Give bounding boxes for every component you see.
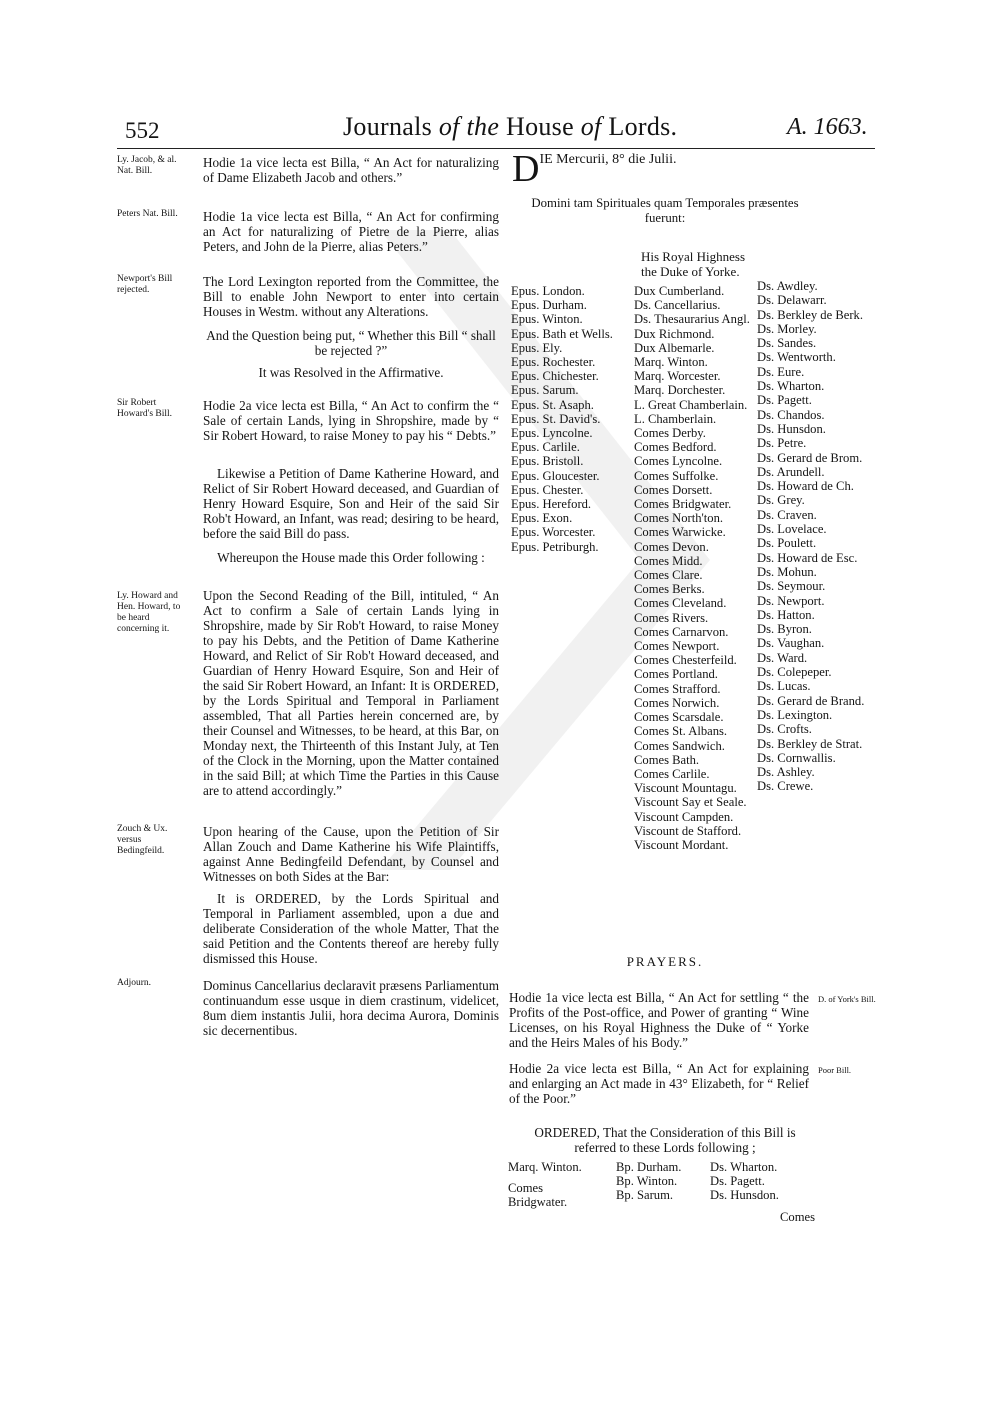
noble-entry: Comes Newport. [634, 639, 720, 654]
baron-entry: Ds. Berkley de Strat. [757, 736, 863, 751]
noble-entry: Viscount Campden. [634, 809, 734, 824]
noble-entry: Comes Rivers. [634, 610, 709, 625]
bishop-entry: Epus. Petriburgh. [511, 539, 599, 554]
bishop-entry: Epus. Ely. [511, 340, 563, 355]
baron-entry: Ds. Hatton. [757, 607, 815, 622]
baron-entry: Ds. Awdley. [757, 279, 818, 293]
entry-paragraph: And the Question being put, “ Whether this Bill “ shall be rejected ?” [206, 328, 496, 358]
bishop-entry: Epus. Bath et Wells. [511, 326, 613, 341]
header-rule [117, 148, 875, 149]
noble-entry: Marq. Winton. [634, 355, 708, 370]
baron-entry: Ds. Lucas. [757, 679, 811, 694]
margin-note: Adjourn. [117, 978, 152, 988]
baron-entry: Ds. Ward. [757, 650, 808, 665]
noble-entry: Dux Richmond. [634, 326, 715, 341]
noble-entry: Marq. Worcester. [634, 369, 721, 384]
baron-entry: Ds. Hunsdon. [757, 421, 826, 436]
noble-entry: Comes Lyncolne. [634, 454, 723, 469]
baron-entry: Ds. Delawarr. [757, 293, 827, 308]
baron-entry: Ds. Arundell. [757, 464, 825, 479]
noble-entry: Viscount Mountagu. [634, 781, 737, 796]
barons-list [757, 279, 864, 794]
bishop-entry: Epus. Carlile. [511, 440, 580, 455]
baron-entry: Ds. Poulett. [757, 536, 817, 551]
baron-entry: Ds. Wentworth. [757, 350, 836, 365]
noble-entry: Comes Berks. [634, 582, 705, 597]
baron-entry: Ds. Pagett. [757, 393, 812, 408]
baron-entry: Ds. Chandos. [757, 407, 825, 422]
baron-entry: Ds. Lexington. [757, 707, 833, 722]
margin-note: Zouch & Ux. versus Bedingfeild. [117, 824, 168, 856]
baron-entry: Ds. Ashley. [757, 765, 815, 780]
baron-entry: Ds. Morley. [757, 321, 817, 336]
margin-note: Sir Robert Howard's Bill. [117, 398, 173, 419]
noble-entry: Comes Warwicke. [634, 525, 726, 540]
entry-paragraph: The Lord Lexington reported from the Committee, the Bill to enable John Newport to enter into certain Houses in Westm. without any Alterations. [203, 274, 499, 319]
bishop-entry: Epus. Exon. [511, 511, 573, 526]
bishop-entry: Epus. Durham. [511, 298, 587, 313]
baron-entry: Ds. Colepeper. [757, 665, 832, 680]
noble-entry: Comes St. Albans. [634, 724, 728, 739]
committee-member: Ds. Wharton. [710, 1160, 778, 1174]
date-text: IE Mercurii, 8° die Julii. [539, 152, 677, 167]
baron-entry: Ds. Gerard de Brom. [757, 450, 863, 465]
bishop-entry: Epus. Bristoll. [511, 454, 584, 469]
noble-entry: Marq. Dorchester. [634, 383, 726, 398]
noble-entry: Comes Bath. [634, 752, 700, 767]
bishop-entry: Epus. Rochester. [511, 355, 596, 370]
bishop-entry: Epus. Chester. [511, 482, 584, 497]
entry-paragraph: Whereupon the House made this Order following : [217, 550, 485, 565]
margin-note: Poor Bill. [818, 1065, 852, 1075]
margin-note: Ly. Howard and Hen. Howard, to be heard concerning it. [117, 591, 181, 634]
page-number: 552 [125, 118, 160, 143]
committee-intro: ORDERED, That the Consideration of this Bill is referred to these Lords following ; [534, 1125, 796, 1155]
noble-entry: Comes Clare. [634, 568, 703, 583]
entry-paragraph: It was Resolved in the Affirmative. [258, 365, 444, 380]
royal-attendee: His Royal Highness the Duke of Yorke. [641, 249, 745, 279]
baron-entry: Ds. Petre. [757, 436, 807, 451]
bishops-list [511, 284, 613, 554]
noble-entry: Dux Cumberland. [634, 284, 725, 298]
baron-entry: Ds. Wharton. [757, 379, 825, 394]
baron-entry: Ds. Byron. [757, 622, 812, 637]
baron-entry: Ds. Howard de Ch. [757, 479, 854, 494]
committee-member: Ds. Hunsdon. [710, 1188, 779, 1202]
noble-entry: Comes Norwich. [634, 695, 720, 710]
noble-entry: L. Great Chamberlain. [634, 397, 748, 412]
baron-entry: Ds. Cornwallis. [757, 750, 836, 765]
journal-year: A. 1663. [787, 114, 868, 140]
bishop-entry: Epus. Sarum. [511, 383, 579, 398]
committee-member: Bp. Durham. [616, 1160, 682, 1174]
entry-paragraph: Upon the Second Reading of the Bill, intituled, “ An Act to confirm a Sale of certain Lands lying in Shropshire, made by Sir Rob't Howard, to raise Money to pay his Debts, and the Petition of Dame Katherine Howard, and Relict of Sir Rob't Howard deceased, and Guardian of Henry Howard Esquire, Son and Heir of the said Sir Robert Howard, an Infant: It is ORDERED, by the Lords Spiritual and Temporal in Parliament assembled, That all Parties herein concerned are, by their Counsel and Witnesses, to be heard, at this Bar, on Monday next, the Thirteenth of this Instant July, at Ten of the Clock in the Morning, upon the Matter contained in the said Bill; at which Time the Parties in this Cause are to attend accordingly.” [203, 588, 499, 798]
baron-entry: Ds. Grey. [757, 493, 805, 508]
noble-entry: Viscount de Stafford. [634, 823, 742, 838]
entry-paragraph: Upon hearing of the Cause, upon the Petition of Sir Allan Zouch and Dame Katherine his Wife Plaintiffs, against Anne Bedingfeild Defendant, by Counsel and Witnesses on both Sides at the Bar: [203, 824, 499, 884]
noble-entry: Ds. Cancellarius. [634, 298, 721, 313]
noble-entry: Viscount Say et Seale. [634, 795, 747, 810]
journal-title: Journals of the House of Lords. [343, 112, 678, 141]
drop-cap: D [512, 148, 540, 190]
baron-entry: Ds. Gerard de Brand. [757, 693, 865, 708]
nobles-list [634, 284, 756, 852]
committee-member: Comes Bridgwater. [508, 1181, 568, 1210]
bishop-entry: Epus. Chichester. [511, 369, 599, 384]
bishop-entry: Epus. Gloucester. [511, 468, 600, 483]
noble-entry: Comes Suffolke. [634, 468, 719, 483]
noble-entry: Comes Midd. [634, 553, 703, 568]
baron-entry: Ds. Newport. [757, 593, 825, 608]
sitting-date [512, 148, 812, 190]
entry-paragraph: Hodie 1a vice lecta est Billa, “ An Act for naturalizing of Dame Elizabeth Jacob and others.” [203, 155, 499, 185]
bishop-entry: Epus. Winton. [511, 312, 583, 327]
noble-entry: L. Chamberlain. [634, 411, 717, 426]
present-heading: Domini tam Spirituales quam Temporales præsentes fuerunt: [531, 196, 799, 225]
noble-entry: Comes Dorsett. [634, 482, 713, 497]
entry-paragraph: Dominus Cancellarius declaravit præsens Parliamentum continuandum esse usque in diem crastinum, videlicet, 8um diem instantis Julii, hora decima Aurora, Dominis sic decernentibus. [203, 978, 499, 1038]
noble-entry: Ds. Thesaurarius Angl. [634, 312, 750, 327]
noble-entry: Comes Bridgwater. [634, 497, 732, 512]
noble-entry: Comes Portland. [634, 667, 718, 682]
margin-note: D. of York's Bill. [818, 994, 876, 1004]
noble-entry: Comes Derby. [634, 426, 706, 441]
bill-paragraph: Hodie 2a vice lecta est Billa, “ An Act for explaining and enlarging an Act made in 43° Elizabeth, for “ Relief of the Poor.” [509, 1061, 809, 1106]
bill-paragraph: Hodie 1a vice lecta est Billa, “ An Act for settling “ the Profits of the Post-office, and Power of granting “ Wine Licenses, on his Royal Highness the Duke of “ Yorke and the Heirs Males of his Body.” [509, 990, 809, 1050]
noble-entry: Comes Carnarvon. [634, 624, 729, 639]
baron-entry: Ds. Mohun. [757, 564, 817, 579]
bishop-entry: Epus. St. David's. [511, 411, 601, 426]
bishop-entry: Epus. London. [511, 284, 585, 298]
noble-entry: Comes Scarsdale. [634, 710, 724, 725]
bishop-entry: Epus. Lyncolne. [511, 426, 593, 441]
noble-entry: Comes Bedford. [634, 440, 717, 455]
margin-note: Ly. Jacob, & al. Nat. Bill. [117, 155, 177, 176]
baron-entry: Ds. Sandes. [757, 336, 817, 351]
catchword: Comes [780, 1210, 815, 1224]
entry-paragraph: Likewise a Petition of Dame Katherine Howard, and Relict of Sir Robert Howard deceased, and Guardian of Henry Howard Esquire, Son and Heir of the said Sir Rob't Howard, an Infant, was read; desiring to be heard, before the said Bill do pass. [203, 466, 499, 541]
noble-entry: Comes Sandwich. [634, 738, 725, 753]
baron-entry: Ds. Eure. [757, 364, 805, 379]
bishop-entry: Epus. St. Asaph. [511, 397, 594, 412]
baron-entry: Ds. Seymour. [757, 579, 826, 594]
baron-entry: Ds. Crewe. [757, 779, 814, 794]
noble-entry: Comes Chesterfeild. [634, 653, 737, 668]
baron-entry: Ds. Lovelace. [757, 522, 827, 537]
noble-entry: Comes Carlile. [634, 766, 710, 781]
noble-entry: Comes Strafford. [634, 681, 721, 696]
entry-paragraph: It is ORDERED, by the Lords Spiritual and Temporal in Parliament assembled, upon a due and deliberate Consideration of the whole Matter, That the said Petition and the Contents thereof are hereby fully dismissed this House. [203, 891, 499, 966]
noble-entry: Comes Cleveland. [634, 596, 727, 611]
margin-note: Newport's Bill rejected. [117, 274, 173, 295]
committee-member: Bp. Sarum. [616, 1188, 674, 1202]
prayers-heading: PRAYERS. [626, 954, 704, 969]
bishop-entry: Epus. Worcester. [511, 525, 596, 540]
noble-entry: Dux Albemarle. [634, 340, 715, 355]
noble-entry: Comes Devon. [634, 539, 709, 554]
baron-entry: Ds. Vaughan. [757, 636, 825, 651]
bishop-entry: Epus. Hereford. [511, 497, 592, 512]
committee-member: Marq. Winton. [508, 1160, 582, 1174]
noble-entry: Comes North'ton. [634, 511, 724, 526]
entry-paragraph: Hodie 2a vice lecta est Billa, “ An Act to confirm the “ Sale of certain Lands, lying in Shropshire, made by “ Sir Robert Howard, to raise Money to pay his “ Debts.” [203, 398, 499, 443]
baron-entry: Ds. Howard de Esc. [757, 550, 858, 565]
baron-entry: Ds. Berkley de Berk. [757, 307, 863, 322]
committee-member: Bp. Winton. [616, 1174, 678, 1188]
noble-entry: Viscount Mordant. [634, 837, 729, 852]
margin-note: Peters Nat. Bill. [117, 209, 178, 219]
baron-entry: Ds. Crofts. [757, 722, 812, 737]
baron-entry: Ds. Craven. [757, 507, 817, 522]
entry-paragraph: Hodie 1a vice lecta est Billa, “ An Act for confirming an Act for naturalizing of Pietre de la Pierre, alias Peters, and John de la Pierre, alias Peters.” [203, 209, 499, 254]
committee-member: Ds. Pagett. [710, 1174, 765, 1188]
